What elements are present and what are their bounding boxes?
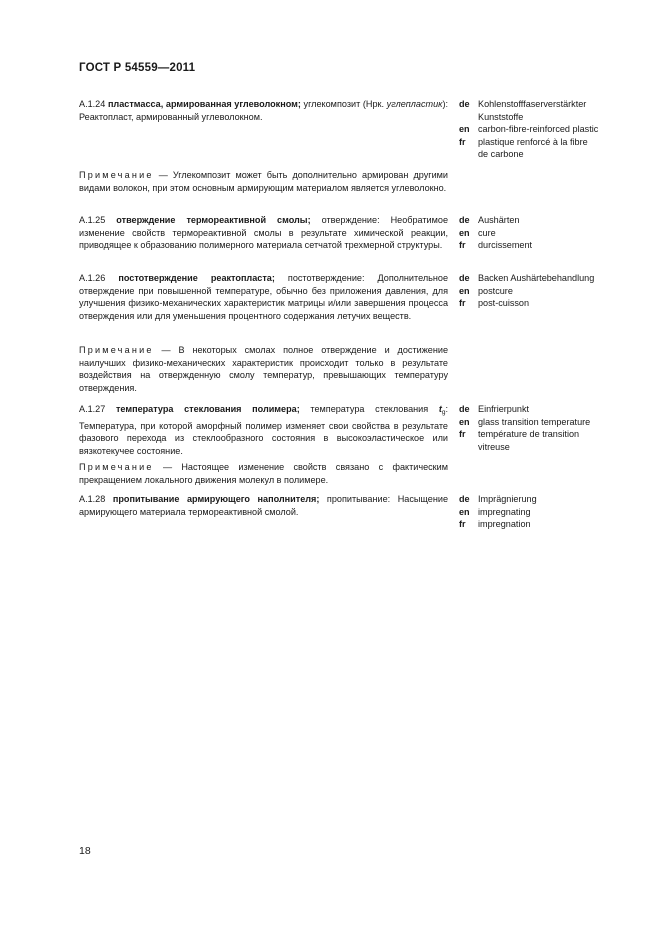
entry-italic-term: углепластик	[386, 99, 443, 109]
term-translation: impregnation	[478, 519, 531, 530]
term-translation: post-cuisson	[478, 298, 530, 309]
lang-code: en	[459, 124, 470, 135]
lang-code: de	[459, 404, 470, 414]
note-label: Примечание	[79, 462, 154, 472]
term-translation: durcissement	[478, 240, 533, 251]
note-2	[79, 344, 448, 394]
term-translation: plastique renforcé à la fibre	[478, 136, 588, 147]
lang-code: de	[459, 494, 470, 504]
entry-a1-28	[79, 493, 448, 518]
entry-term: пластмасса, армированная углеволокном;	[107, 99, 301, 109]
entry-text: постотверждение: Дополнительное отверждение при повышенной температуре, обычно без приложения давления, для улучшения физико-механических характеристик матрицы и/или завершения процесса отверждения или для уменьшения процентного содержания летучих веществ.	[79, 273, 449, 321]
entry-text: ): Реактопласт, армированный углеволокном.	[79, 99, 448, 122]
terms-a1-25	[459, 214, 629, 252]
entry-number: A.1.28	[79, 494, 106, 504]
entry-number: A.1.25	[79, 215, 106, 225]
term-translation: Aushärten	[478, 215, 520, 225]
term-translation: carbon-fibre-reinforced plastic	[478, 124, 599, 135]
entry-number: A.1.27	[79, 404, 106, 414]
terms-a1-27	[459, 403, 629, 453]
lang-code: fr	[459, 519, 466, 530]
entry-term: постотверждение реактопласта;	[118, 273, 275, 283]
lang-code: fr	[459, 240, 466, 251]
lang-code: en	[459, 227, 470, 238]
note-text: — В некоторых смолах полное отверждение и достижение наилучших физико-механических характеристик происходит только в результате воздействия на отвержденную смолу температур, превышающих температуру отверждения.	[79, 345, 448, 393]
lang-code: en	[459, 506, 470, 517]
note-text: — Настоящее изменение свойств связано с фактическим прекращением локального движения молекул в полимере.	[79, 462, 448, 485]
term-translation: postcure	[478, 285, 513, 296]
entry-term: температура стеклования полимера;	[115, 404, 300, 414]
entry-term: отверждение термореактивной смолы;	[116, 215, 311, 225]
symbol-subscript: g	[441, 409, 446, 416]
note-label: Примечание	[79, 345, 154, 355]
note-1	[79, 169, 448, 194]
entry-number: A.1.24	[79, 99, 106, 109]
entry-text: углекомпозит (Нрк.	[300, 99, 387, 109]
entry-text: : Температура, при которой аморфный полимер изменяет свои свойства в результате фазового перехода из стеклообразного состояния в высокоэластическое или вязкотекучее состояние.	[79, 404, 449, 456]
terms-a1-24	[459, 98, 629, 161]
lang-code: fr	[459, 298, 466, 309]
note-3	[79, 461, 448, 486]
term-translation: température de transition	[478, 429, 580, 440]
entry-a1-24	[79, 98, 448, 123]
lang-code: de	[459, 215, 470, 225]
entry-text: температура стеклования	[299, 404, 439, 414]
term-translation: Backen Aushärtebehandlung	[478, 273, 595, 283]
term-translation: glass transition temperature	[478, 416, 591, 427]
term-translation-cont: de carbone	[478, 149, 524, 160]
term-translation-cont: Kunststoffe	[478, 111, 524, 122]
symbol-t: t	[438, 404, 442, 414]
lang-code: de	[459, 273, 470, 283]
entry-text: отверждение: Необратимое изменение свойств термореактивной смолы в результате химической реакции, приводящее к образованию полимерного материала сетчатой трехмерной структуры.	[79, 215, 448, 251]
lang-code: de	[459, 99, 470, 109]
term-translation-cont: vitreuse	[478, 441, 510, 452]
entry-a1-26	[79, 272, 448, 322]
term-translation: cure	[478, 227, 496, 238]
note-label: Примечание	[79, 170, 154, 180]
lang-code: en	[459, 285, 470, 296]
terms-a1-26	[459, 272, 629, 310]
lang-code: en	[459, 416, 470, 427]
entry-number: A.1.26	[79, 273, 106, 283]
term-translation: Imprägnierung	[478, 494, 537, 504]
document-header: ГОСТ Р 54559—2011	[79, 62, 196, 74]
entry-term: пропитывание армирующего наполнителя;	[112, 494, 320, 504]
lang-code: fr	[459, 429, 466, 440]
entry-a1-25	[79, 214, 448, 252]
note-text: — Углекомпозит может быть дополнительно армирован другими видами волокон, при этом основным армирующим материалом является углеволокно.	[79, 170, 448, 193]
lang-code: fr	[459, 136, 466, 147]
term-translation: impregnating	[478, 506, 531, 517]
term-translation: Einfrierpunkt	[478, 404, 530, 414]
page-number: 18	[79, 845, 91, 857]
terms-a1-28	[459, 493, 629, 531]
term-translation: Kohlenstofffaserverstärkter	[478, 99, 587, 109]
entry-a1-27	[79, 403, 448, 457]
entry-text: пропитывание: Насыщение армирующего материала термореактивной смолой.	[79, 494, 448, 517]
